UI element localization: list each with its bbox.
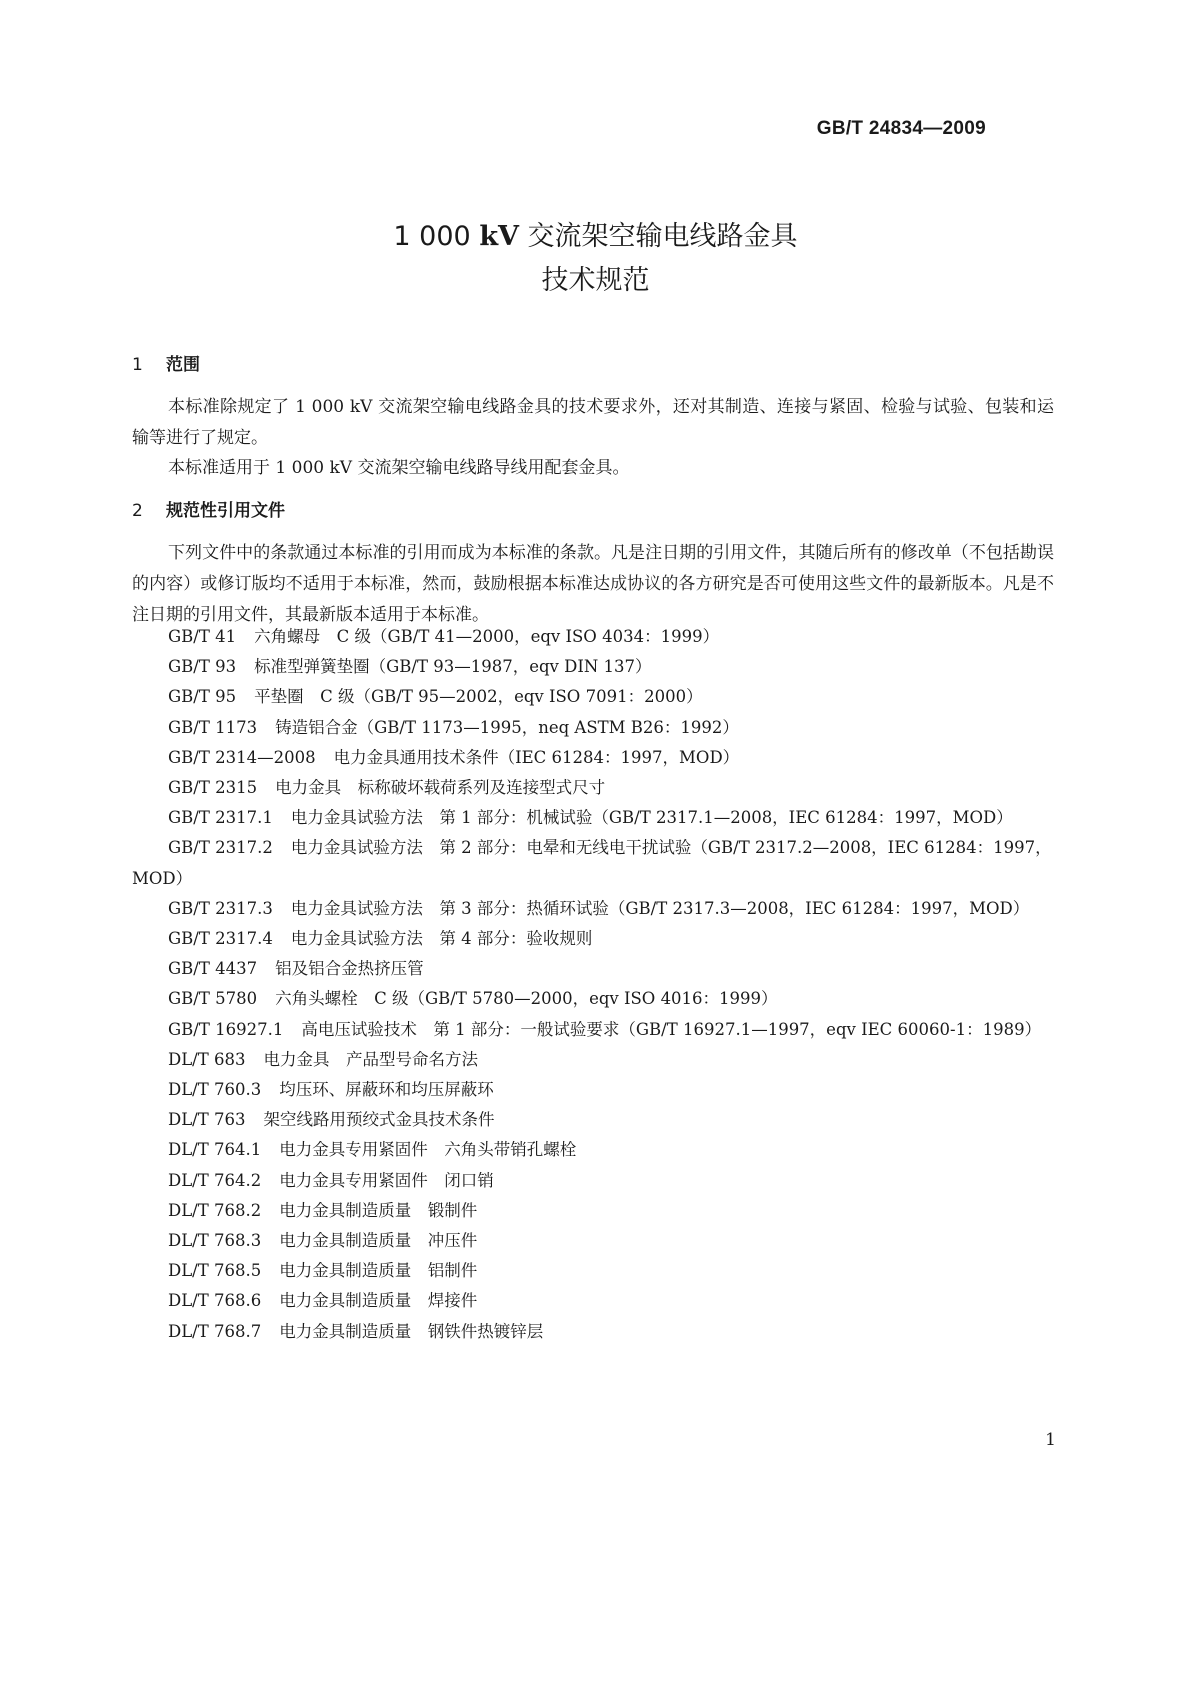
reference-title: 电力金具 产品型号命名方法 (263, 1049, 478, 1069)
reference-item (132, 652, 1054, 682)
reference-title: 标准型弹簧垫圈（GB/T 93—1987，eqv DIN 137） (254, 657, 652, 677)
reference-code: DL/T 768.6 (168, 1291, 262, 1311)
reference-item (132, 682, 1054, 712)
reference-item (132, 1105, 1054, 1135)
reference-item (132, 1196, 1054, 1226)
reference-title: 铸造铝合金（GB/T 1173—1995，neq ASTM B26：1992） (275, 717, 739, 737)
reference-title: 电力金具制造质量 锻制件 (279, 1200, 478, 1220)
reference-code: DL/T 760.3 (168, 1080, 262, 1100)
reference-code: DL/T 764.2 (168, 1170, 262, 1190)
reference-title: 电力金具 标称破坏载荷系列及连接型式尺寸 (275, 778, 606, 798)
reference-list (132, 622, 1054, 1347)
reference-item (132, 803, 1054, 833)
reference-item (132, 1135, 1054, 1165)
document-title (0, 215, 1191, 303)
standard-code: GB/T 24834—2009 (816, 118, 986, 139)
section-2-heading (132, 499, 285, 523)
section-1-number: 1 (132, 355, 143, 375)
title-prefix: 1 000 (393, 221, 480, 252)
page-number: 1 (1045, 1430, 1056, 1450)
scope-paragraph-1: 本标准除规定了 1 000 kV 交流架空输电线路金具的技术要求外，还对其制造、连接与紧固、检验与试验、包装和运输等进行了规定。 (132, 397, 1054, 448)
reference-title: 架空线路用预绞式金具技术条件 (263, 1110, 495, 1130)
reference-title: 电力金具制造质量 钢铁件热镀锌层 (279, 1321, 544, 1341)
reference-item (132, 1075, 1054, 1105)
title-unit: kV (479, 221, 519, 252)
reference-code: GB/T 5780 (168, 989, 258, 1009)
references-intro: 下列文件中的条款通过本标准的引用而成为本标准的条款。凡是注日期的引用文件，其随后所有的修改单（不包括勘误的内容）或修订版均不适用于本标准，然而，鼓励根据本标准达成协议的各方研究是否可使用这些文件的最新版本。凡是不注日期的引用文件，其最新版本适用于本标准。 (132, 543, 1054, 625)
reference-code: GB/T 2317.3 (168, 898, 273, 918)
reference-title: 电力金具通用技术条件（IEC 61284：1997，MOD） (333, 747, 740, 767)
reference-code: DL/T 683 (168, 1049, 246, 1069)
reference-code: GB/T 95 (168, 687, 237, 707)
reference-title: 电力金具制造质量 冲压件 (279, 1231, 478, 1251)
reference-title: 高电压试验技术 第 1 部分：一般试验要求（GB/T 16927.1—1997，eqv IEC 60060-1：1989） (301, 1019, 1042, 1039)
reference-title: 电力金具制造质量 铝制件 (279, 1261, 478, 1281)
reference-title: 六角头螺栓 C 级（GB/T 5780—2000，eqv ISO 4016：1999） (275, 989, 778, 1009)
reference-item (132, 1256, 1054, 1286)
reference-code: DL/T 768.5 (168, 1261, 262, 1281)
section-1-title: 范围 (166, 355, 200, 375)
reference-title: 电力金具试验方法 第 1 部分：机械试验（GB/T 2317.1—2008，IEC 61284：1997，MOD） (290, 808, 1013, 828)
reference-item (132, 1226, 1054, 1256)
reference-code: DL/T 768.7 (168, 1321, 262, 1341)
reference-code: GB/T 16927.1 (168, 1019, 284, 1039)
reference-code: GB/T 1173 (168, 717, 258, 737)
reference-code: GB/T 2317.4 (168, 929, 273, 949)
section-1-heading (132, 353, 200, 377)
reference-code: DL/T 768.2 (168, 1200, 262, 1220)
scope-paragraph-2: 本标准适用于 1 000 kV 交流架空输电线路导线用配套金具。 (168, 458, 630, 478)
reference-item (132, 924, 1054, 954)
reference-item (132, 1045, 1054, 1075)
reference-title: 电力金具专用紧固件 六角头带销孔螺栓 (279, 1140, 577, 1160)
title-line-1 (0, 215, 1191, 259)
reference-title: 铝及铝合金热挤压管 (275, 959, 424, 979)
reference-code: DL/T 763 (168, 1110, 246, 1130)
reference-title: 电力金具专用紧固件 闭口销 (279, 1170, 494, 1190)
reference-title: 六角螺母 C 级（GB/T 41—2000，eqv ISO 4034：1999） (254, 627, 720, 646)
reference-code: GB/T 4437 (168, 959, 258, 979)
reference-code: GB/T 2314—2008 (168, 747, 316, 767)
reference-item (132, 743, 1054, 773)
reference-code: DL/T 768.3 (168, 1231, 262, 1251)
reference-item (132, 894, 1054, 924)
reference-item (132, 622, 1054, 652)
reference-title: 均压环、屏蔽环和均压屏蔽环 (279, 1080, 494, 1100)
reference-item (132, 1166, 1054, 1196)
reference-title: 电力金具试验方法 第 2 部分：电晕和无线电干扰试验（GB/T 2317.2—2008，IEC 61284：1997，MOD） (132, 838, 1052, 888)
reference-item (132, 984, 1054, 1014)
reference-item (132, 1286, 1054, 1316)
reference-item (132, 1317, 1054, 1347)
section-2-number: 2 (132, 501, 143, 521)
reference-code: DL/T 764.1 (168, 1140, 262, 1160)
section-2-title: 规范性引用文件 (166, 501, 285, 521)
reference-item (132, 773, 1054, 803)
reference-title: 平垫圈 C 级（GB/T 95—2002，eqv ISO 7091：2000） (254, 687, 703, 707)
reference-item (132, 1015, 1054, 1045)
title-line-2: 技术规范 (541, 265, 650, 296)
reference-item (132, 954, 1054, 984)
reference-code: GB/T 2315 (168, 778, 258, 798)
reference-code: GB/T 93 (168, 657, 237, 677)
reference-code: GB/T 2317.1 (168, 808, 273, 828)
reference-title: 电力金具试验方法 第 4 部分：验收规则 (290, 929, 593, 949)
title-suffix: 交流架空输电线路金具 (518, 221, 798, 252)
reference-title: 电力金具制造质量 焊接件 (279, 1291, 478, 1311)
reference-item (132, 713, 1054, 743)
reference-code: GB/T 41 (168, 627, 237, 646)
reference-title: 电力金具试验方法 第 3 部分：热循环试验（GB/T 2317.3—2008，IEC 61284：1997，MOD） (290, 898, 1030, 918)
reference-item (132, 833, 1054, 893)
reference-code: GB/T 2317.2 (168, 838, 273, 858)
